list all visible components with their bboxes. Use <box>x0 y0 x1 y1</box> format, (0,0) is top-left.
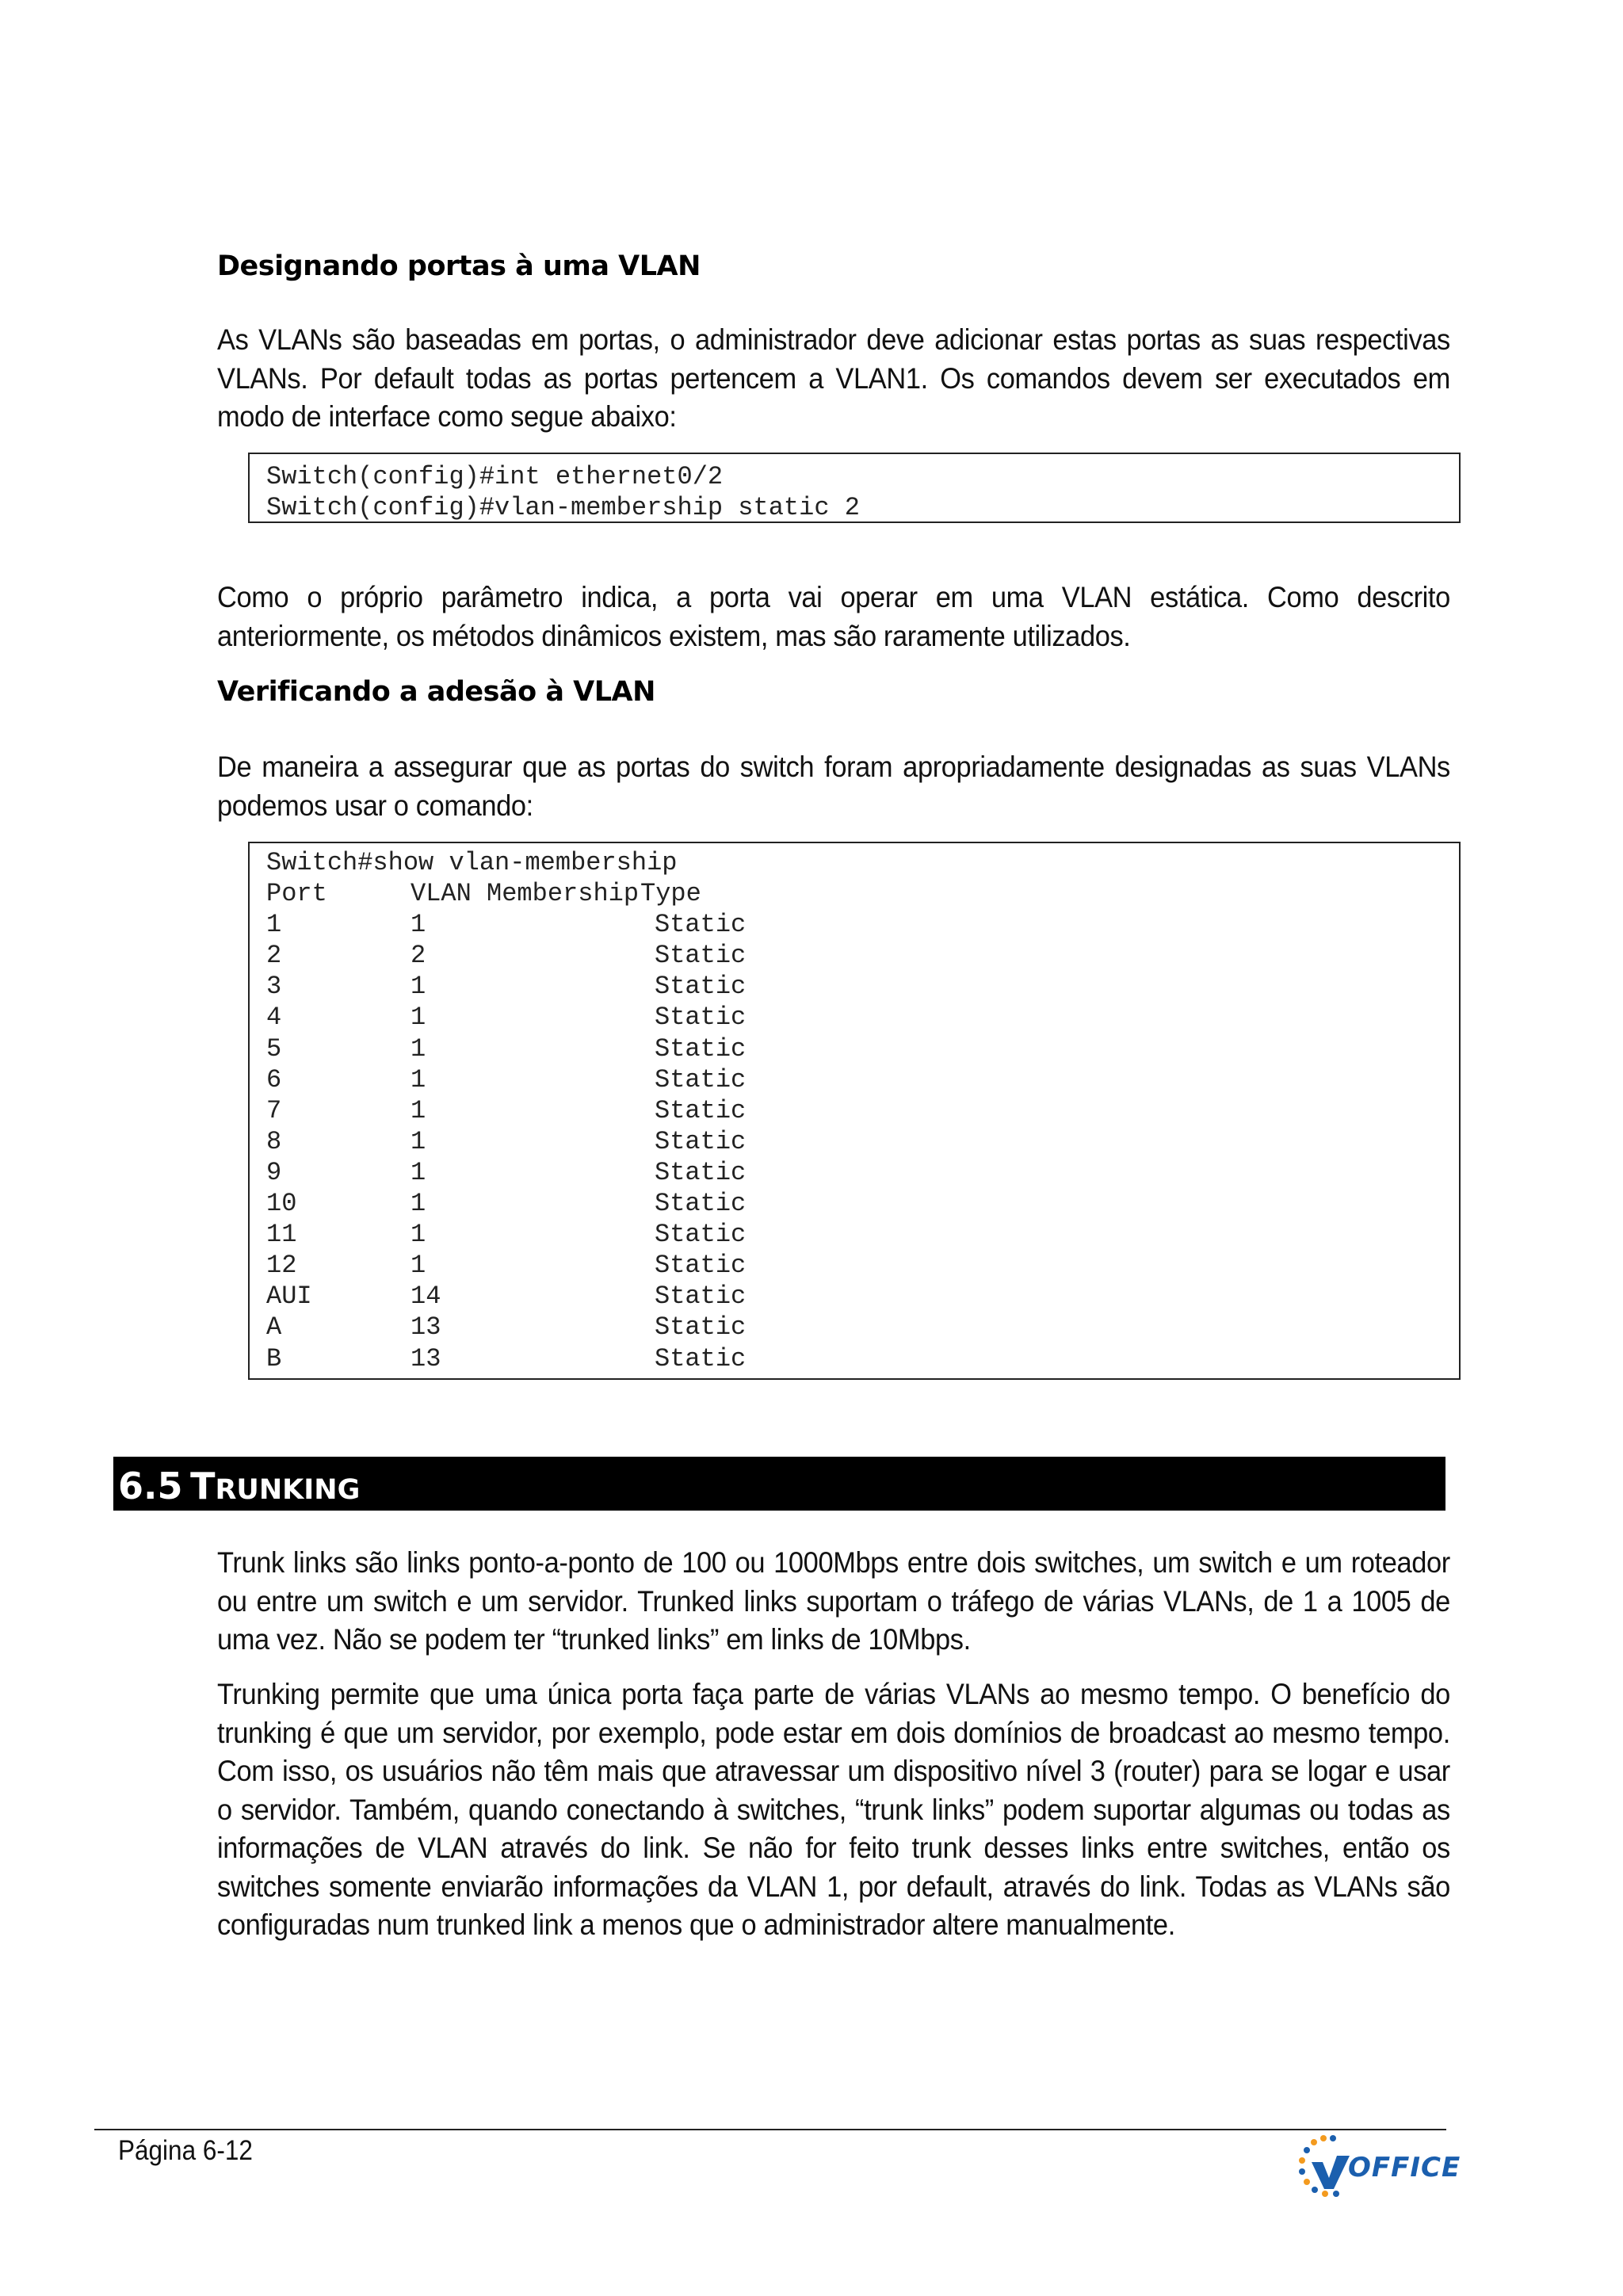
table-row <box>266 1188 1459 1219</box>
heading-assign-ports: Designando portas à uma VLAN <box>217 250 701 282</box>
cell-type: Static <box>655 1282 747 1312</box>
paragraph-verify-vlan: De maneira a assegurar que as portas do switch foram apropriadamente designadas as suas VLANs podemos usar o comando: <box>217 751 1450 822</box>
table-row <box>266 1281 1459 1312</box>
cell-type: Static <box>655 1126 747 1156</box>
cell-vlan: 1 <box>411 1126 426 1156</box>
table-row <box>266 971 1459 1002</box>
code-block-vlan-membership <box>248 842 1461 1380</box>
table-row <box>266 1033 1459 1064</box>
cell-port: 1 <box>266 910 282 940</box>
cell-vlan: 1 <box>411 1251 426 1281</box>
cell-vlan: 1 <box>411 972 426 1002</box>
table-row <box>266 1250 1459 1281</box>
cell-type: Static <box>655 1033 747 1064</box>
cell-type: Static <box>655 1064 747 1095</box>
code-command: Switch#show vlan-membership <box>266 848 678 877</box>
cell-vlan: 14 <box>411 1282 441 1312</box>
cell-type: Static <box>655 1095 747 1125</box>
cell-port: 12 <box>266 1251 297 1281</box>
section-title-rest: RUNKING <box>215 1474 361 1506</box>
cell-port: 4 <box>266 1003 282 1033</box>
table-row <box>266 1219 1459 1250</box>
cell-vlan: 1 <box>411 1095 426 1125</box>
table-row <box>266 1343 1459 1374</box>
cell-vlan: 1 <box>411 1064 426 1095</box>
cell-vlan: 13 <box>411 1343 441 1373</box>
cell-port: 10 <box>266 1189 297 1219</box>
cell-type: Static <box>655 1220 747 1250</box>
paragraph-assign-ports: As VLANs são baseadas em portas, o administrador deve adicionar estas portas as suas respectivas VLANs. Por default todas as portas pertencem a VLAN1. Os comandos devem ser executados em modo de interface como segue abaixo: <box>217 323 1450 433</box>
section-title-initial: T <box>190 1465 216 1507</box>
cell-port: 5 <box>266 1033 282 1064</box>
code-line: Switch(config)#vlan-membership static 2 <box>266 493 860 523</box>
cell-type: Static <box>655 941 747 971</box>
cell-vlan: 1 <box>411 1157 426 1187</box>
cell-port: 8 <box>266 1126 282 1156</box>
code-line: Switch(config)#int ethernet0/2 <box>266 462 724 491</box>
cell-port: 7 <box>266 1095 282 1125</box>
table-body <box>266 909 1459 1373</box>
section-number: 6.5 <box>118 1465 183 1507</box>
page-number: Página 6-12 <box>118 2135 253 2166</box>
paragraph-trunk-links: Trunk links são links ponto-a-ponto de 100 ou 1000Mbps entre dois switches, um switch e um roteador ou entre um switch e um servidor. Trunked links suportam o tráfego de várias VLANs, de 1 a 1005 de uma vez. Não se podem ter “trunked links” em links de 10Mbps. <box>217 1546 1450 1656</box>
cell-port: 3 <box>266 972 282 1002</box>
cell-port: 11 <box>266 1220 297 1250</box>
cell-type: Static <box>655 1343 747 1373</box>
cell-type: Static <box>655 1312 747 1343</box>
cell-type: Static <box>655 1251 747 1281</box>
table-row <box>266 1095 1459 1126</box>
cell-vlan: 2 <box>411 941 426 971</box>
cell-port: 6 <box>266 1064 282 1095</box>
column-header-vlan: VLAN Membership <box>411 879 640 909</box>
cell-vlan: 1 <box>411 1033 426 1064</box>
cell-port: A <box>266 1312 282 1343</box>
table-row <box>266 1157 1459 1188</box>
table-row <box>266 909 1459 940</box>
table-header <box>266 878 1459 909</box>
heading-verify-vlan: Verificando a adesão à VLAN <box>217 676 655 708</box>
column-header-port: Port <box>266 879 327 909</box>
paragraph-trunking-benefits: Trunking permite que uma única porta faça parte de várias VLANs ao mesmo tempo. O benefício do trunking é que um servidor, por exemplo, pode estar em dois domínios de broadcast ao mesmo tempo. Com isso, os usuários não têm mais que atravessar um dispositivo nível 3 (router) para se logar e usar o servidor. Também, quando conectando à switches, “trunk links” podem suportar algumas ou todas as informações de VLAN através do link. Se não for feito trunk desses links entre switches, então os switches somente enviarão informações da VLAN 1, por default, através do link. Todas as VLANs são configuradas num trunked link a menos que o administrador altere manualmente. <box>217 1678 1450 1941</box>
cell-vlan: 1 <box>411 1220 426 1250</box>
paragraph-static-vlan: Como o próprio parâmetro indica, a porta vai operar em uma VLAN estática. Como descrito anteriormente, os métodos dinâmicos existem, mas são raramente utilizados. <box>217 581 1450 652</box>
cell-type: Static <box>655 1189 747 1219</box>
cell-type: Static <box>655 1157 747 1187</box>
cell-type: Static <box>655 1003 747 1033</box>
section-bar-trunking <box>113 1457 1445 1511</box>
cell-vlan: 1 <box>411 910 426 940</box>
code-block-config <box>248 453 1461 523</box>
cell-port: B <box>266 1343 282 1373</box>
cell-type: Static <box>655 972 747 1002</box>
table-row <box>266 1064 1459 1095</box>
column-header-type: Type <box>640 879 701 909</box>
cell-vlan: 1 <box>411 1189 426 1219</box>
table-row <box>266 1002 1459 1033</box>
table-row <box>266 1126 1459 1157</box>
logo-text: OFFICE <box>1348 2152 1461 2183</box>
voffice-logo <box>1288 2132 1461 2205</box>
cell-type: Static <box>655 910 747 940</box>
cell-vlan: 13 <box>411 1312 441 1343</box>
cell-port: 9 <box>266 1157 282 1187</box>
table-row <box>266 1312 1459 1343</box>
cell-port: 2 <box>266 941 282 971</box>
footer-divider <box>94 2129 1446 2130</box>
table-row <box>266 940 1459 971</box>
cell-vlan: 1 <box>411 1003 426 1033</box>
cell-port: AUI <box>266 1282 312 1312</box>
